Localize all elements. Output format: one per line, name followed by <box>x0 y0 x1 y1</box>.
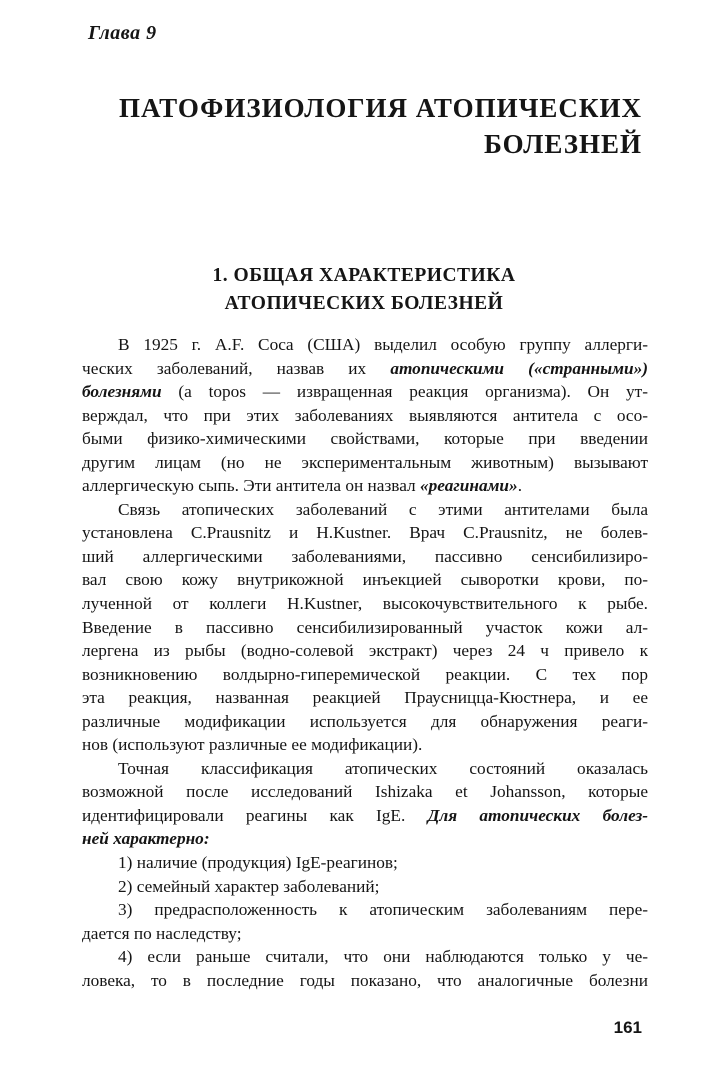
text-line: другим лицам (но не экспериментальным животным) вызывают <box>82 452 648 472</box>
text-line: ловека, то в последние годы показано, что аналогичные болезни <box>82 970 648 990</box>
text-line: дается по наследству; <box>82 923 242 943</box>
text-line: болезнями (a topos — извращенная реакция организма). Он ут- <box>82 382 648 402</box>
text-line: идентифицировали реагины как IgE. Для атопических болез- <box>82 805 649 825</box>
page-number: 161 <box>613 1018 642 1037</box>
text-line: Связь атопических заболеваний с этими антителами была <box>118 499 648 519</box>
chapter-label: Глава 9 <box>88 22 157 44</box>
text-line: быми физико-химическими свойствами, которые при введении <box>82 429 648 449</box>
chapter-title-line: ПАТОФИЗИОЛОГИЯ АТОПИЧЕСКИХ <box>119 93 642 123</box>
text-line: установлена C.Prausnitz и H.Kustner. Врач C.Prausnitz, не болев- <box>82 523 648 543</box>
section-title <box>80 262 648 318</box>
text-line: Введение в пассивно сенсибилизированный участок кожи ал- <box>82 617 648 637</box>
text-line: В 1925 г. A.F. Coca (США) выделил особую группу аллерги- <box>118 335 648 354</box>
text-line: вал свою кожу внутрикожной инъекцией сыворотки крови, по- <box>82 570 648 590</box>
text-line: эта реакция, названная реакцией Праусницца-Кюстнера, и ее <box>82 688 648 708</box>
list-item: 3) предрасположенность к атопическим заболеваниям пере- <box>118 900 648 920</box>
emphasis: болезнями <box>82 382 162 402</box>
emphasis: ней характерно: <box>82 829 210 849</box>
section-title-line: 1. ОБЩАЯ ХАРАКТЕРИСТИКА <box>212 265 516 286</box>
chapter-title-line: БОЛЕЗНЕЙ <box>483 129 642 159</box>
text-line: лергена из рыбы (водно-солевой экстракт) через 24 ч привело к <box>82 641 648 661</box>
emphasis: атопическими («странными») <box>390 358 648 378</box>
body-text <box>82 333 648 992</box>
list-item: 2) семейный характер заболеваний; <box>118 876 380 896</box>
chapter-title <box>82 90 642 162</box>
text-line: возможной после исследований Ishizaka et Johansson, которые <box>82 782 648 802</box>
text-line: возникновению волдырно-гиперемической реакции. С тех пор <box>82 664 648 684</box>
text-line <box>82 827 648 851</box>
text-line: аллергическую сыпь. Эти антитела он назвал «реагинами». <box>82 476 523 496</box>
list-item: 4) если раньше считали, что они наблюдаются только у че- <box>118 947 648 967</box>
list-item: 1) наличие (продукция) IgE-реагинов; <box>118 853 398 873</box>
text-line: Точная классификация атопических состояний оказалась <box>118 758 648 778</box>
text-line: ческих заболеваний, назвав их атопическими («странными») <box>82 358 648 378</box>
text-line: нов (используют различные ее модификации). <box>82 735 423 755</box>
section-title-line: АТОПИЧЕСКИХ БОЛЕЗНЕЙ <box>224 293 504 314</box>
emphasis: Для атопических болез- <box>427 805 649 825</box>
text-line: ший аллергическими заболеваниями, пассивно сенсибилизиро- <box>82 546 648 566</box>
text-line: различные модификации используется для обнаружения реаги- <box>82 711 648 731</box>
text-line: лученной от коллеги H.Kustner, высокочувствительного к рыбе. <box>82 594 648 614</box>
text-line: верждал, что при этих заболеваниях выявляются антитела с осо- <box>82 405 648 425</box>
emphasis: «реагинами» <box>420 476 518 496</box>
